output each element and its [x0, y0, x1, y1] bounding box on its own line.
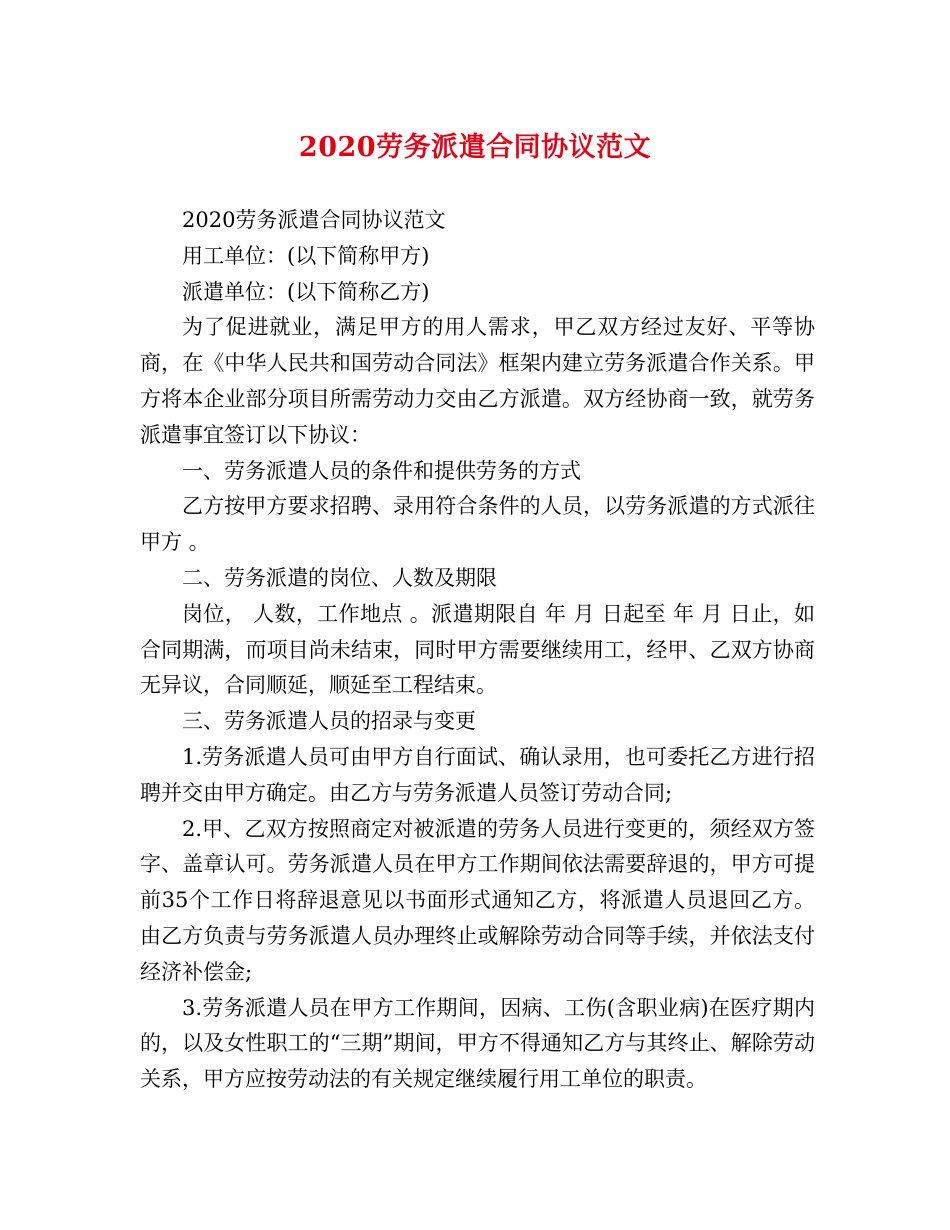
document-body [140, 203, 815, 1098]
section-heading-3: 三、劳务派遣人员的招录与变更 [182, 709, 476, 734]
clause-3-1: 1.劳务派遣人员可由甲方自行面试、确认录用，也可委托乙方进行招聘并交由甲方确定。由乙方与劳务派遣人员签订劳动合同; [140, 744, 815, 805]
clause-3-2: 2.甲、乙双方按照商定对被派遣的劳务人员进行变更的，须经双方签字、盖章认可。劳务派遣人员在甲方工作期间依法需要辞退的，甲方可提前35个工作日将辞退意见以书面形式通知乙方，将派遣人员退回乙方。由乙方负责与劳务派遣人员办理终止或解除劳动合同等手续，并依法支付经济补偿金; [140, 816, 815, 984]
paragraph-section-1: 乙方按甲方要求招聘、录用符合条件的人员，以劳务派遣的方式派往甲方 。 [140, 494, 815, 555]
section-heading-1: 一、劳务派遣人员的条件和提供劳务的方式 [182, 458, 581, 483]
paragraph-employer: 用工单位：(以下简称甲方) [182, 243, 430, 268]
paragraph-section-2: 岗位， 人数，工作地点 。派遣期限自 年 月 日起至 年 月 日止，如合同期满，而项目尚未结束，同时甲方需要继续用工，经甲、乙双方协商无异议，合同顺延，顺延至工程结束。 [140, 601, 815, 698]
section-heading-2: 二、劳务派遣的岗位、人数及期限 [182, 565, 497, 590]
clause-3-3: 3.劳务派遣人员在甲方工作期间，因病、工伤(含职业病)在医疗期内的，以及女性职工的“三期”期间，甲方不得通知乙方与其终止、解除劳动关系，甲方应按劳动法的有关规定继续履行用工单位的职责。 [140, 995, 815, 1092]
paragraph-subtitle: 2020劳务派遣合同协议范文 [182, 208, 446, 232]
paragraph-dispatcher: 派遣单位：(以下简称乙方) [182, 279, 430, 304]
document-title: 2020劳务派遣合同协议范文 [298, 132, 652, 163]
paragraph-preamble: 为了促进就业，满足甲方的用人需求，甲乙双方经过友好、平等协商，在《中华人民共和国劳动合同法》框架内建立劳务派遣合作关系。甲方将本企业部分项目所需劳动力交由乙方派遣。双方经协商一致，就劳务派遣事宜签订以下协议： [140, 315, 815, 447]
